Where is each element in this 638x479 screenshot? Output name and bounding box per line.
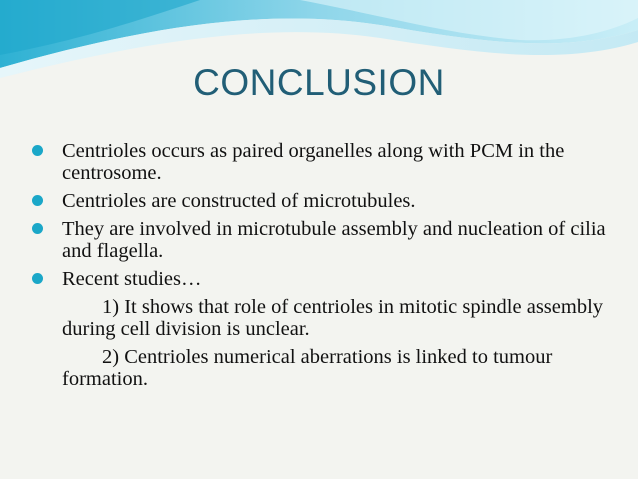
bullet-item [28, 140, 608, 184]
sub-point: 1) It shows that role of centrioles in mitotic spindle assembly during cell division is unclear. [62, 296, 604, 340]
slide-title: CONCLUSION [193, 62, 445, 103]
bullet-text: Recent studies… [62, 268, 202, 290]
bullet-dot-icon [32, 273, 43, 284]
bullet-item [28, 268, 608, 290]
bullet-text: Centrioles are constructed of microtubules. [62, 190, 416, 212]
bullet-text: Centrioles occurs as paired organelles along with PCM in the centrosome. [62, 140, 565, 184]
bullet-dot-icon [32, 145, 43, 156]
bullet-dot-icon [32, 223, 43, 234]
bullet-dot-icon [32, 195, 43, 206]
slide-body [28, 140, 608, 396]
bullet-item [28, 218, 608, 262]
bullet-item [28, 190, 608, 212]
sub-point: 2) Centrioles numerical aberrations is linked to tumour formation. [62, 346, 553, 390]
bullet-text: They are involved in microtubule assembly and nucleation of cilia and flagella. [62, 218, 606, 262]
